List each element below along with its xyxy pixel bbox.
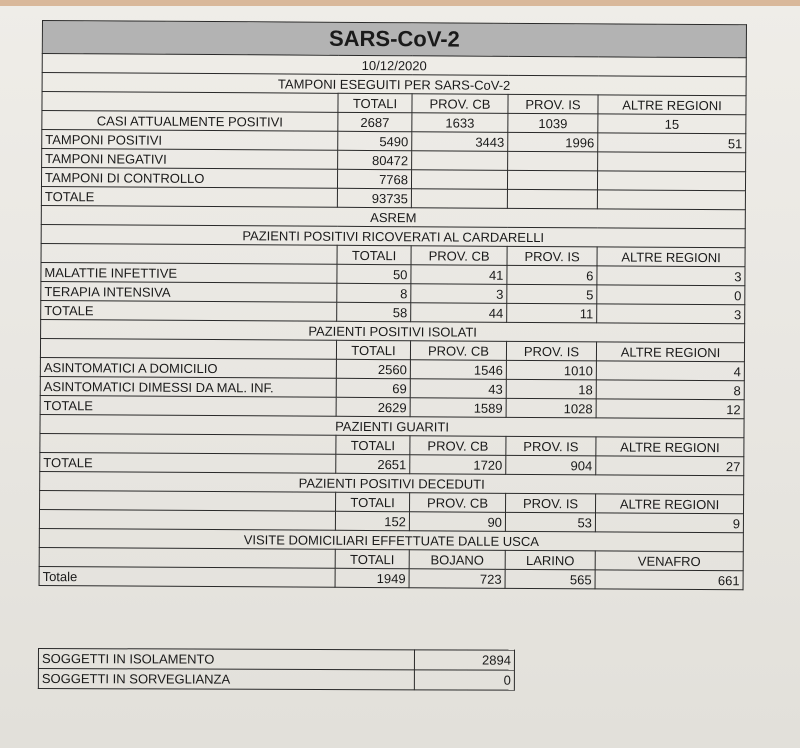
row-label: TAMPONI POSITIVI [42, 130, 338, 151]
column-header: PROV. CB [412, 94, 508, 114]
cell-value: 3443 [412, 132, 508, 152]
column-header: PROV. IS [506, 436, 596, 456]
report-date: 10/12/2020 [42, 54, 746, 77]
table-row [38, 669, 514, 691]
covid-report-table [39, 20, 748, 590]
cell-value [598, 152, 746, 172]
cell-value: 2629 [336, 397, 410, 416]
cell-value: 11 [507, 303, 597, 323]
cell-value: 69 [336, 378, 410, 397]
cell-value: 90 [409, 512, 505, 532]
cell-value: 1996 [508, 132, 598, 152]
cell-value: 904 [506, 455, 596, 475]
column-header: PROV. IS [506, 493, 596, 513]
column-header: LARINO [505, 550, 595, 570]
table-row [39, 566, 743, 589]
cell-value: 1028 [506, 398, 596, 418]
row-label: TOTALE [40, 452, 336, 473]
cell-value: 50 [337, 264, 411, 283]
section-heading-isolati: PAZIENTI POSITIVI ISOLATI [41, 319, 745, 342]
cell-value: 723 [409, 569, 505, 589]
cell-value: 5 [507, 284, 597, 304]
cell-value [597, 190, 745, 210]
cell-value: 43 [410, 379, 506, 399]
section-heading-deceduti: PAZIENTI POSITIVI DECEDUTI [40, 471, 744, 494]
column-header: ALTRE REGIONI [598, 95, 746, 115]
table-row [38, 649, 514, 671]
cell-value: 0 [414, 670, 514, 690]
cell-value: 93735 [337, 188, 411, 207]
row-label: ASINTOMATICI A DOMICILIO [40, 357, 336, 378]
column-header: TOTALI [337, 245, 411, 264]
cell-value: 4 [596, 361, 744, 381]
row-label: SOGGETTI IN SORVEGLIANZA [38, 669, 414, 690]
cell-value: 1546 [410, 360, 506, 380]
cell-value [411, 189, 507, 209]
cell-value: 0 [597, 285, 745, 305]
section-heading-asrem: ASREM [41, 205, 745, 228]
cell-value: 1949 [335, 568, 409, 587]
cell-value [411, 170, 507, 190]
cell-value [597, 171, 745, 191]
cell-value: 3 [411, 284, 507, 304]
column-header: PROV. CB [410, 436, 506, 456]
cell-value: 6 [507, 265, 597, 285]
cell-value: 58 [337, 302, 411, 321]
cell-value: 661 [595, 570, 743, 590]
cell-value: 3 [597, 304, 745, 324]
cell-value: 18 [506, 379, 596, 399]
row-label: TERAPIA INTENSIVA [41, 281, 337, 302]
bulletin-table [39, 20, 746, 590]
cell-value [507, 170, 597, 190]
cell-value: 2560 [336, 359, 410, 378]
cell-value: 152 [335, 511, 409, 530]
cell-value: 2651 [336, 454, 410, 473]
cell-value: 8 [596, 380, 744, 400]
column-header: VENAFRO [595, 551, 743, 571]
row-label: TOTALE [40, 395, 336, 416]
column-header: PROV. IS [508, 94, 598, 114]
column-header: TOTALI [338, 93, 412, 112]
section-heading-ricoverati: PAZIENTI POSITIVI RICOVERATI AL CARDARELLI [41, 224, 745, 247]
cell-value: 5490 [338, 131, 412, 150]
cell-value [508, 151, 598, 171]
cell-value: 565 [505, 569, 595, 589]
desk-edge [0, 0, 800, 6]
column-header: PROV. CB [411, 246, 507, 266]
report-title: SARS-CoV-2 [42, 21, 746, 58]
column-header: TOTALI [336, 435, 410, 454]
cell-value: 51 [598, 133, 746, 153]
row-label [39, 509, 335, 530]
cell-value: 15 [598, 114, 746, 134]
cell-value: 12 [596, 399, 744, 419]
cell-value: 53 [505, 512, 595, 532]
column-header: PROV. CB [410, 493, 506, 513]
row-label: Totale [39, 566, 335, 587]
section-heading-usca: VISITE DOMICILIARI EFFETTUATE DALLE USCA [39, 528, 743, 551]
cell-value: 8 [337, 283, 411, 302]
isolation-table [38, 648, 515, 691]
row-label: MALATTIE INFETTIVE [41, 262, 337, 283]
cell-value [507, 189, 597, 209]
column-header: PROV. IS [507, 246, 597, 266]
column-header: ALTRE REGIONI [596, 342, 744, 362]
column-header: BOJANO [409, 550, 505, 570]
cell-value: 9 [595, 513, 743, 533]
row-label: ASINTOMATICI DIMESSI DA MAL. INF. [40, 376, 336, 397]
cell-value: 2687 [338, 112, 412, 131]
row-label: TAMPONI DI CONTROLLO [41, 168, 337, 189]
row-label: TOTALE [41, 186, 337, 207]
row-label: TAMPONI NEGATIVI [42, 149, 338, 170]
cell-value: 1589 [410, 398, 506, 418]
cell-value: 1039 [508, 113, 598, 133]
cell-value: 2894 [414, 650, 514, 670]
cell-value: 1633 [412, 113, 508, 133]
cell-value: 1720 [410, 455, 506, 475]
column-header: PROV. IS [506, 341, 596, 361]
column-header: ALTRE REGIONI [595, 494, 743, 514]
row-label: TOTALE [41, 300, 337, 321]
cell-value: 3 [597, 266, 745, 286]
cell-value: 41 [411, 265, 507, 285]
cell-value [412, 151, 508, 171]
cell-value: 1010 [506, 360, 596, 380]
cell-value: 7768 [337, 169, 411, 188]
row-label: CASI ATTUALMENTE POSITIVI [42, 111, 338, 132]
column-header: TOTALI [335, 549, 409, 568]
column-header: TOTALI [336, 492, 410, 511]
column-header: ALTRE REGIONI [597, 247, 745, 267]
isolation-summary [38, 648, 514, 691]
cell-value: 27 [596, 456, 744, 476]
cell-value: 80472 [338, 150, 412, 169]
column-header: TOTALI [336, 340, 410, 359]
section-heading-tamponi: TAMPONI ESEGUITI PER SARS-CoV-2 [42, 73, 746, 96]
section-heading-guariti: PAZIENTI GUARITI [40, 414, 744, 437]
column-header: ALTRE REGIONI [596, 437, 744, 457]
row-label: SOGGETTI IN ISOLAMENTO [38, 649, 414, 670]
cell-value: 44 [411, 303, 507, 323]
column-header: PROV. CB [410, 341, 506, 361]
